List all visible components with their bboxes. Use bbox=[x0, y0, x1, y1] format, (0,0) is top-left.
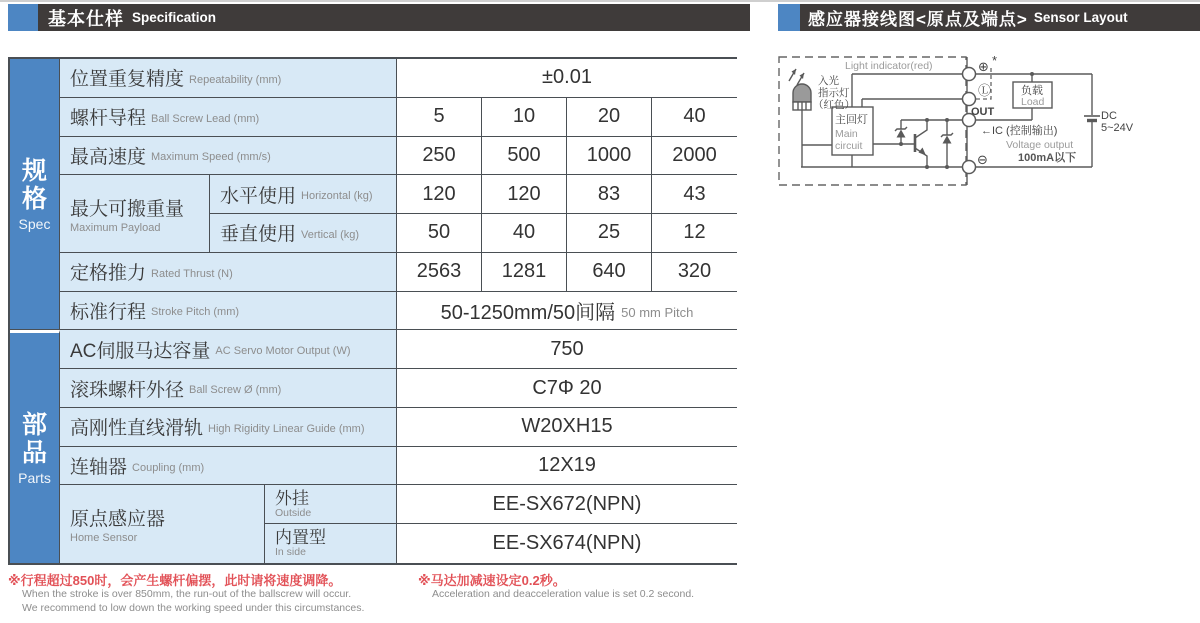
page-top-divider bbox=[0, 0, 1200, 2]
light-indicator-zh3: （红色） bbox=[813, 99, 855, 111]
main-circuit-label-zh: 主回灯 bbox=[835, 114, 868, 126]
label-zh: 原点感应器 bbox=[70, 509, 166, 531]
value-horizontal-4: 43 bbox=[652, 175, 737, 214]
row-stroke-label bbox=[60, 292, 397, 331]
row-sensor-label bbox=[60, 485, 265, 563]
zener2-triangle bbox=[943, 136, 952, 144]
section-parts bbox=[10, 330, 60, 563]
specification-header bbox=[8, 4, 750, 31]
row-lead-label bbox=[60, 98, 397, 137]
section-parts-zh: 部品 bbox=[21, 410, 47, 467]
terminal-l-symbol: Ⓛ bbox=[978, 83, 992, 98]
junction-dot bbox=[945, 165, 949, 169]
value-horizontal-3: 83 bbox=[567, 175, 652, 214]
light-indicator-en: Light indicator(red) bbox=[845, 60, 933, 72]
value-thrust-2: 1281 bbox=[482, 253, 567, 292]
value-speed-1: 250 bbox=[397, 137, 482, 176]
label-zh: 滚珠螺杆外径 bbox=[70, 379, 185, 401]
footnote-accel-zh: ※马达加减速设定0.2秒。 bbox=[418, 573, 566, 588]
label-en: High Rigidity Linear Guide (mm) bbox=[208, 422, 365, 435]
value-vertical-1: 50 bbox=[397, 214, 482, 253]
value-speed-4: 2000 bbox=[652, 137, 737, 176]
value-sensor-inside: EE-SX674(NPN) bbox=[397, 524, 737, 563]
row-payload-label bbox=[60, 175, 210, 253]
label-en: AC Servo Motor Output (W) bbox=[215, 345, 351, 358]
label-en: Ball Screw Ø (mm) bbox=[189, 384, 282, 397]
footnote-stroke-warning-en1: When the stroke is over 850mm, the run-out of the ballscrew will occur. bbox=[22, 588, 352, 600]
value-lead-1: 5 bbox=[397, 98, 482, 137]
value-speed-3: 1000 bbox=[567, 137, 652, 176]
value-stroke-main: 50-1250mm/50间隔 bbox=[440, 301, 616, 324]
label-zh: 位置重复精度 bbox=[70, 69, 185, 91]
ic-output-label: ←IC (控制输出) bbox=[981, 125, 1058, 137]
value-repeatability: ±0.01 bbox=[397, 59, 737, 98]
light-indicator-zh2: 指示灯 bbox=[818, 87, 850, 99]
label-zh: 连轴器 bbox=[70, 457, 128, 479]
row-guide-label bbox=[60, 408, 397, 447]
header-title-zh: 基本仕样 bbox=[48, 8, 124, 29]
value-coupling: 12X19 bbox=[397, 447, 737, 486]
value-lead-2: 10 bbox=[482, 98, 567, 137]
label-zh: 垂直使用 bbox=[220, 224, 297, 246]
section-parts-en: Parts bbox=[18, 469, 51, 486]
value-vertical-4: 12 bbox=[652, 214, 737, 253]
label-en: Repeatability (mm) bbox=[189, 73, 282, 86]
section-spec-zh: 规格 bbox=[21, 156, 47, 213]
label-zh: 标准行程 bbox=[70, 301, 147, 323]
label-zh: 最大可搬重量 bbox=[70, 198, 185, 220]
label-en: Maximum Payload bbox=[70, 221, 161, 234]
value-thrust-1: 2563 bbox=[397, 253, 482, 292]
header-title-en: Specification bbox=[132, 10, 217, 25]
junction-dot bbox=[899, 142, 903, 146]
terminal-minus-symbol: ⊖ bbox=[977, 152, 988, 167]
section-spec bbox=[10, 59, 60, 330]
value-stroke bbox=[397, 292, 737, 331]
label-en: Rated Thrust (N) bbox=[151, 267, 233, 280]
value-sensor-outside: EE-SX672(NPN) bbox=[397, 485, 737, 524]
label-en: Coupling (mm) bbox=[132, 461, 205, 474]
label-en: Home Sensor bbox=[70, 532, 138, 545]
value-vertical-3: 25 bbox=[567, 214, 652, 253]
led-dome bbox=[793, 84, 811, 102]
footnote-stroke-warning-zh: ※行程超过850时，会产生螺杆偏摆，此时请将速度调降。 bbox=[8, 573, 342, 588]
terminal-plus-symbol: ⊕ bbox=[978, 59, 989, 74]
value-horizontal-2: 120 bbox=[482, 175, 567, 214]
sensor-wiring-diagram bbox=[775, 40, 1200, 205]
footnote-stroke-warning-en2: We recommend to low down the working speed under this circumstances. bbox=[22, 602, 365, 614]
terminal-l bbox=[963, 93, 976, 106]
value-horizontal-1: 120 bbox=[397, 175, 482, 214]
header-bar bbox=[38, 4, 750, 31]
current-limit-label: 100mA以下 bbox=[1018, 152, 1077, 164]
label-zh: 定格推力 bbox=[70, 263, 147, 285]
transistor-collector bbox=[915, 120, 927, 138]
row-sensor-inside-label bbox=[265, 524, 397, 563]
label-zh: 螺杆导程 bbox=[70, 108, 147, 130]
header-accent-block bbox=[778, 4, 800, 31]
label-zh: AC伺服马达容量 bbox=[70, 340, 211, 362]
specification-table bbox=[8, 57, 737, 565]
dc-label: DC bbox=[1101, 110, 1117, 122]
zener1-triangle bbox=[897, 130, 906, 138]
label-en: Maximum Speed (mm/s) bbox=[151, 151, 271, 164]
asterisk-note: * bbox=[992, 53, 998, 68]
terminal-plus bbox=[963, 68, 976, 81]
header-title-en: Sensor Layout bbox=[1033, 10, 1128, 25]
row-sensor-outside-label bbox=[265, 485, 397, 524]
row-payload-vertical-label bbox=[210, 214, 397, 253]
load-label-zh: 负载 bbox=[1021, 85, 1043, 97]
light-indicator-zh1: 入光 bbox=[818, 75, 839, 87]
main-circuit-label-en2: circuit bbox=[835, 140, 863, 152]
header-bar bbox=[800, 4, 1200, 31]
value-lead-4: 40 bbox=[652, 98, 737, 137]
label-en: Ball Screw Lead (mm) bbox=[151, 112, 260, 125]
header-title-zh: 感应器接线图<原点及端点> bbox=[808, 10, 1028, 29]
row-payload-horizontal-label bbox=[210, 175, 397, 214]
transistor-emitter-arrow bbox=[919, 148, 927, 156]
label-zh: 外挂 bbox=[275, 489, 309, 509]
terminal-out-label: OUT bbox=[971, 106, 995, 118]
row-repeatability-label bbox=[60, 59, 397, 98]
value-vertical-2: 40 bbox=[482, 214, 567, 253]
dc-voltage-label: 5~24V bbox=[1101, 122, 1134, 134]
label-en: Horizontal (kg) bbox=[301, 190, 373, 203]
sensor-layout-header bbox=[778, 4, 1200, 31]
label-en: Vertical (kg) bbox=[301, 228, 360, 241]
junction-dot bbox=[925, 165, 929, 169]
row-motor-label bbox=[60, 330, 397, 369]
value-thrust-4: 320 bbox=[652, 253, 737, 292]
label-en: Outside bbox=[275, 507, 312, 520]
junction-dot bbox=[945, 118, 949, 122]
load-label-en: Load bbox=[1021, 96, 1045, 108]
row-thrust-label bbox=[60, 253, 397, 292]
value-speed-2: 500 bbox=[482, 137, 567, 176]
value-thrust-3: 640 bbox=[567, 253, 652, 292]
label-en: Stroke Pitch (mm) bbox=[151, 306, 240, 319]
value-lead-3: 20 bbox=[567, 98, 652, 137]
value-ballscrew: C7Φ 20 bbox=[397, 369, 737, 408]
label-en: In side bbox=[275, 546, 306, 559]
section-spec-en: Spec bbox=[18, 215, 51, 232]
row-speed-label bbox=[60, 137, 397, 176]
label-zh: 高刚性直线滑轨 bbox=[70, 418, 204, 440]
label-zh: 内置型 bbox=[275, 528, 326, 548]
label-zh: 水平使用 bbox=[220, 185, 297, 207]
value-motor: 750 bbox=[397, 330, 737, 369]
junction-dot bbox=[925, 118, 929, 122]
terminal-minus bbox=[963, 161, 976, 174]
voltage-output-label: Voltage output bbox=[1006, 139, 1074, 151]
footnote-accel-en: Acceleration and deacceleration value is set 0.2 second. bbox=[432, 588, 695, 600]
value-guide: W20XH15 bbox=[397, 408, 737, 447]
header-accent-block bbox=[8, 4, 38, 31]
label-zh: 最高速度 bbox=[70, 146, 147, 168]
main-circuit-label-en1: Main bbox=[835, 128, 858, 140]
value-stroke-sub: 50 mm Pitch bbox=[621, 304, 694, 320]
row-ballscrew-label bbox=[60, 369, 397, 408]
row-coupling-label bbox=[60, 447, 397, 486]
